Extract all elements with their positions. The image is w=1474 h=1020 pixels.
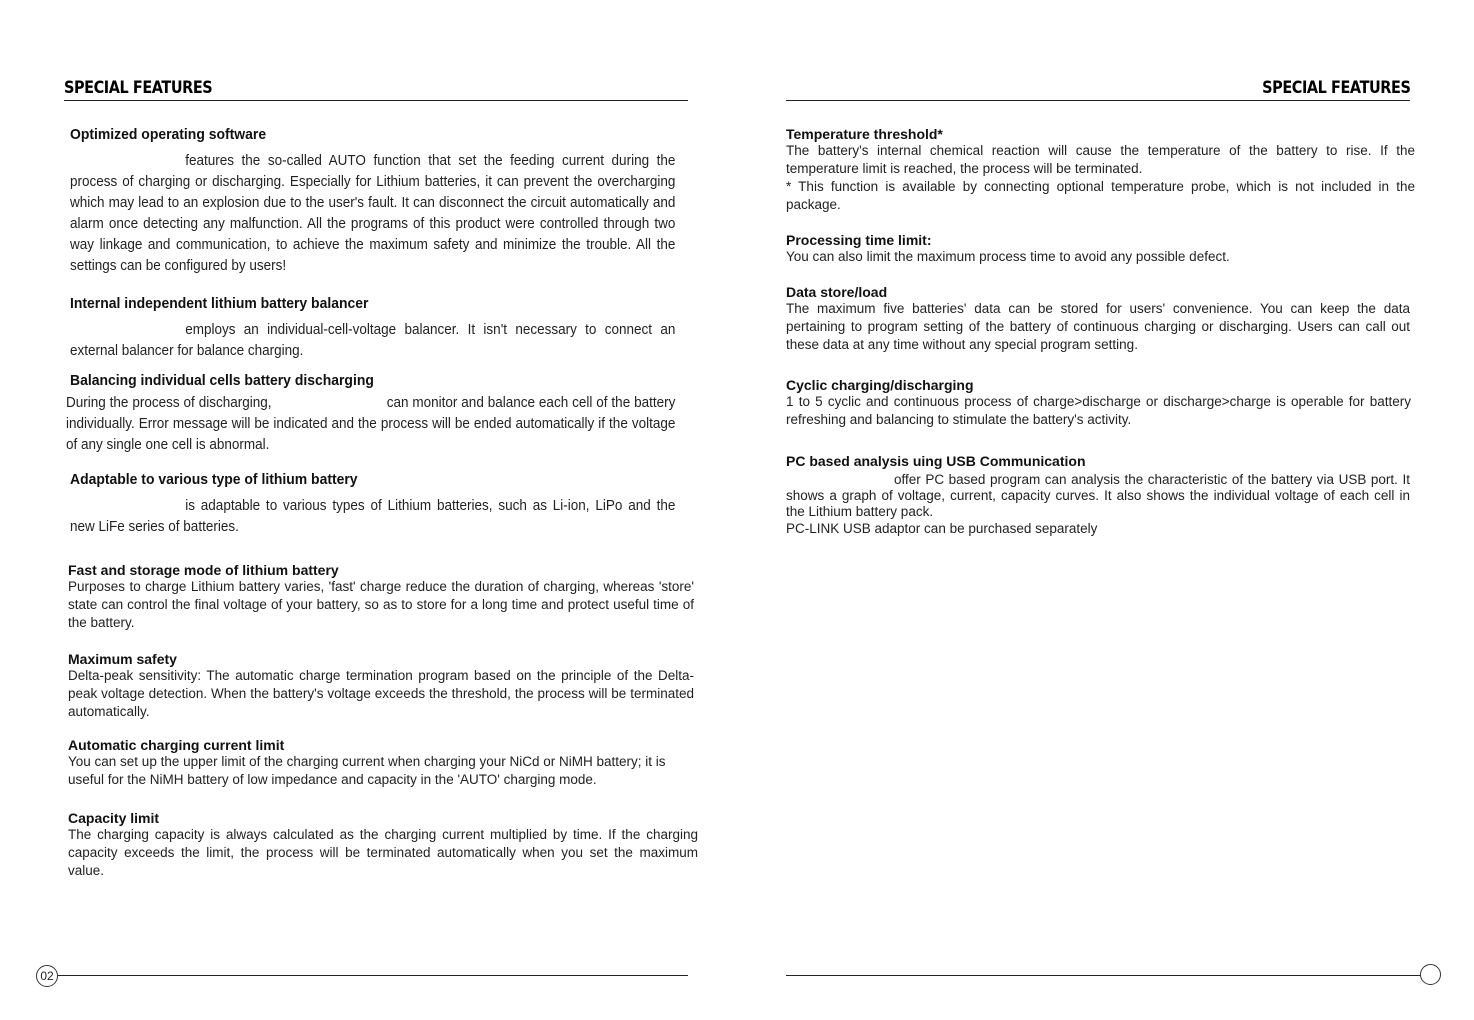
- section-heading: Balancing individual cells battery discharging: [70, 372, 374, 389]
- section-optimized-software: [70, 126, 676, 276]
- section-heading: Capacity limit: [68, 810, 160, 826]
- section-body: Delta-peak sensitivity: The automatic charge termination program based on the principle of the Delta-peak voltage detection. When the battery's voltage exceeds the threshold, the process will be terminated automatically.: [68, 668, 694, 719]
- right-page: [737, 0, 1474, 1020]
- page-number: 02: [36, 965, 58, 987]
- left-footer-rule: [58, 975, 688, 976]
- left-page-header: SPECIAL FEATURES: [64, 78, 213, 98]
- section-body: The charging capacity is always calculated as the charging current multiplied by time. If the charging capacity exceeds the limit, the process will be terminated automatically when you set the maximum value.: [68, 827, 698, 878]
- section-heading: Fast and storage mode of lithium battery: [68, 562, 339, 578]
- section-body: Purposes to charge Lithium battery varies, 'fast' charge reduce the duration of charging, whereas 'store' state can control the final voltage of your battery, so as to store for a long time and protect useful time of the battery.: [68, 579, 694, 630]
- right-footer-rule: [786, 975, 1420, 976]
- section-heading: Cyclic charging/discharging: [786, 377, 974, 393]
- section-fast-storage-mode: [68, 562, 694, 632]
- section-heading: Processing time limit:: [786, 232, 932, 248]
- section-temperature-threshold: [786, 126, 1415, 214]
- section-body: 1 to 5 cyclic and continuous process of charge>discharge or discharge>charge is operable for battery refreshing and balancing to stimulate the battery's activity.: [786, 394, 1411, 427]
- section-adaptable-lithium: [70, 471, 676, 537]
- left-header-rule: [64, 100, 688, 101]
- section-body: features the so-called AUTO function that set the feeding current during the process of charging or discharging. Especially for Lithium batteries, it can prevent the overcharging which may lead to an explosion due to the user's fault. It can disconnect the circuit automatically and alarm once detecting any malfunction. All the programs of this product were controlled through two way linkage and communication, to achieve the maximum safety and minimize the trouble. All the settings can be configured by users!: [70, 152, 676, 274]
- section-heading: Optimized operating software: [70, 126, 267, 143]
- section-heading: PC based analysis uing USB Communication: [786, 453, 1086, 469]
- section-heading: Automatic charging current limit: [68, 737, 285, 753]
- section-balancing-discharging: [66, 372, 676, 455]
- section-body: The battery's internal chemical reaction will cause the temperature of the battery to rise. If the temperature limit is reached, the process will be terminated.: [786, 143, 1415, 176]
- section-heading: Maximum safety: [68, 651, 177, 667]
- section-body: The maximum five batteries' data can be stored for users' convenience. You can keep the data pertaining to program setting of the battery of continuous charging or discharging. Users can call out these data at any time without any special program setting.: [786, 301, 1410, 352]
- section-body: employs an individual-cell-voltage balancer. It isn't necessary to connect an external balancer for balance charging.: [70, 321, 676, 359]
- right-page-header: SPECIAL FEATURES: [1261, 78, 1410, 98]
- section-capacity-limit: [68, 810, 698, 880]
- section-auto-current-limit: [68, 737, 698, 789]
- section-heading: Adaptable to various type of lithium battery: [70, 471, 358, 488]
- section-heading: Temperature threshold*: [786, 126, 943, 142]
- section-body: You can also limit the maximum process time to avoid any possible defect.: [786, 249, 1230, 264]
- section-note: PC-LINK USB adaptor can be purchased separately: [786, 521, 1098, 536]
- section-internal-balancer: [70, 295, 676, 361]
- page-number-circle: [1420, 964, 1441, 985]
- section-data-store-load: [786, 284, 1410, 354]
- right-header-rule: [786, 100, 1410, 101]
- section-processing-time-limit: [786, 232, 1415, 266]
- section-body: offer PC based program can analysis the characteristic of the battery via USB port. It shows a graph of voltage, current, capacity curves. It also shows the individual voltage of each cell in the Lithium battery pack.: [786, 472, 1410, 519]
- section-pc-analysis: [786, 453, 1410, 538]
- section-cyclic-charging: [786, 377, 1411, 429]
- section-body: During the process of discharging, can monitor and balance each cell of the battery individually. Error message will be indicated and the process will be ended automatically if the voltage of any single one cell is abnormal.: [66, 394, 676, 453]
- section-maximum-safety: [68, 651, 694, 721]
- section-body: is adaptable to various types of Lithium batteries, such as Li-ion, LiPo and the new LiFe series of batteries.: [70, 497, 676, 535]
- section-body: You can set up the upper limit of the charging current when charging your NiCd or NiMH battery; it is useful for the NiMH battery of low impedance and capacity in the 'AUTO' charging mode.: [68, 754, 666, 787]
- section-note: * This function is available by connecting optional temperature probe, which is not included in the package.: [786, 179, 1415, 212]
- section-heading: Data store/load: [786, 284, 888, 300]
- section-heading: Internal independent lithium battery balancer: [70, 295, 369, 312]
